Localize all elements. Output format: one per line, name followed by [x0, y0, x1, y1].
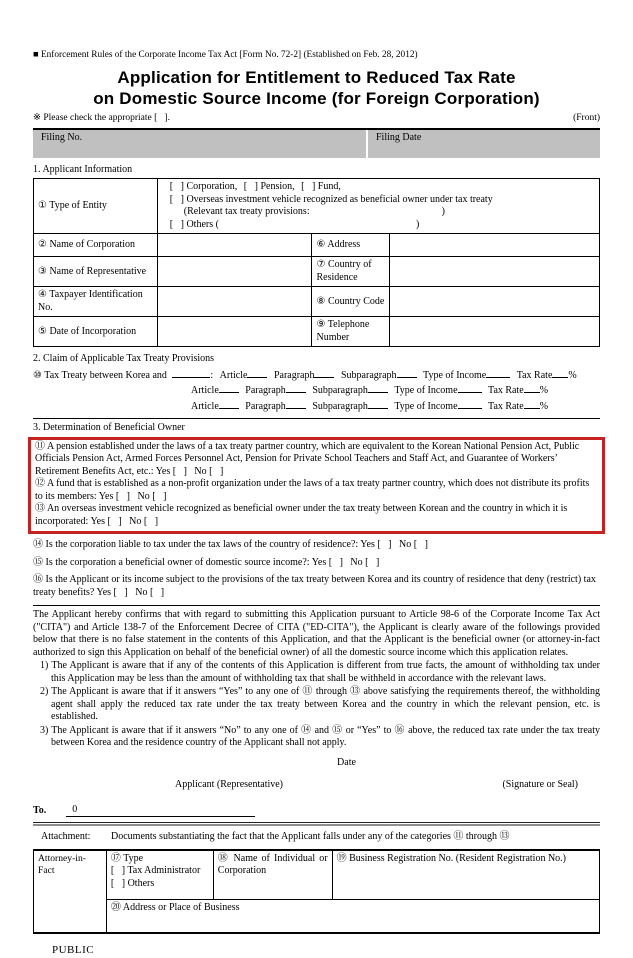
- entity-others-checkbox[interactable]: [ ] Others (: [169, 218, 219, 230]
- question-13: ⑬ An overseas investment vehicle recognized as beneficial owner under the tax treaty between Korean and the country in which it is incorporated: Yes [ ] No [ ]: [35, 503, 570, 527]
- q12-no-checkbox[interactable]: No [ ]: [137, 490, 167, 502]
- check-note: ※ Please check the appropriate [ ].: [33, 113, 170, 124]
- telephone-number-field[interactable]: [390, 317, 600, 347]
- q14-yes-checkbox[interactable]: Yes [ ]: [360, 539, 392, 551]
- article-field[interactable]: [247, 368, 267, 378]
- tax-rate-field[interactable]: [524, 383, 540, 393]
- date-label: Date: [337, 756, 356, 768]
- attachment-text: Documents substantiating the fact that the Applicant falls under any of the categories ⑪ through ⑬: [111, 831, 510, 843]
- table-row: [34, 317, 600, 347]
- country-code-label: ⑧ Country Code: [312, 287, 390, 317]
- q14-no-checkbox[interactable]: No [ ]: [399, 539, 428, 551]
- front-label: (Front): [573, 113, 600, 124]
- section3-heading: 3. Determination of Beneficial Owner: [33, 422, 185, 434]
- subparagraph-field[interactable]: [368, 399, 388, 409]
- attorney-name-cell[interactable]: [213, 850, 332, 900]
- tax-rate-field[interactable]: [552, 368, 568, 378]
- entity-corporation-checkbox[interactable]: [ ] Corporation,: [169, 181, 238, 193]
- q12-yes-checkbox[interactable]: Yes [ ]: [98, 490, 131, 502]
- question-12: ⑫ A fund that is established as a non-profit organization under the laws of a tax treaty partner country, which does not distribute its profits to its members: Yes [ ] No [ ]: [35, 478, 592, 502]
- attorney-type-cell: [106, 850, 213, 900]
- attorney-address-label: ⑳ Address or Place of Business: [110, 901, 240, 913]
- q11-no-checkbox[interactable]: No [ ]: [194, 465, 224, 477]
- attachment-label: Attachment:: [41, 831, 91, 843]
- q16-no-checkbox[interactable]: No [ ]: [135, 586, 165, 598]
- address-field[interactable]: [390, 234, 600, 257]
- paragraph-field[interactable]: [286, 383, 306, 393]
- attorney-others-checkbox[interactable]: [ ] Others: [110, 877, 155, 889]
- section2-heading: 2. Claim of Applicable Tax Treaty Provisions: [33, 353, 215, 365]
- section1-heading: 1. Applicant Information: [33, 163, 133, 175]
- attorney-type-label: ⑰ Type: [110, 852, 144, 864]
- divider: [33, 605, 600, 606]
- title-line-1: Application for Entitlement to Reduced Tax Rate: [117, 67, 516, 87]
- q13-yes-checkbox[interactable]: Yes [ ]: [90, 515, 122, 527]
- q15-no-checkbox[interactable]: No [ ]: [350, 556, 380, 568]
- treaty-intro: ⑩ Tax Treaty between Korea and: [33, 369, 167, 381]
- telephone-number-label: ⑨ Telephone Number: [312, 317, 390, 347]
- attorney-in-fact-label: Attorney-in-Fact: [34, 850, 107, 933]
- q15-yes-checkbox[interactable]: Yes [ ]: [311, 556, 343, 568]
- to-recipient-field[interactable]: 0: [66, 804, 255, 818]
- attorney-brn-cell[interactable]: [332, 850, 599, 900]
- title-line-2: on Domestic Source Income (for Foreign Corporation): [93, 88, 540, 108]
- table-row: [34, 257, 600, 287]
- to-label: To.: [33, 804, 47, 816]
- type-of-entity-label: ① Type of Entity: [34, 179, 158, 234]
- filing-bar: [33, 128, 600, 158]
- applicant-signature-label: Applicant (Representative): [175, 779, 284, 791]
- article-field[interactable]: [219, 383, 239, 393]
- table-row: [34, 850, 600, 900]
- treaty-row-1: ⑩ Tax Treaty between Korea and : Article Paragraph Subparagraph Type of Income Tax Rate %: [33, 369, 577, 381]
- highlight-red-box: [28, 437, 605, 535]
- article-field[interactable]: [219, 399, 239, 409]
- incorporation-date-label: ⑤ Date of Incorporation: [34, 317, 158, 347]
- question-14: ⑭ Is the corporation liable to tax under the tax laws of the country of residence?: Yes [ ] No [ ]: [33, 539, 428, 551]
- table-row: [34, 234, 600, 257]
- entity-fund-checkbox[interactable]: [ ] Fund,: [301, 181, 341, 193]
- q16-yes-checkbox[interactable]: Yes [ ]: [96, 586, 128, 598]
- attorney-in-fact-table: [33, 849, 600, 934]
- country-code-field[interactable]: [390, 287, 600, 317]
- q11-yes-checkbox[interactable]: Yes [ ]: [155, 465, 187, 477]
- entity-oiv-checkbox[interactable]: [ ] Overseas investment vehicle recognized as beneficial owner under tax treaty: [169, 193, 493, 205]
- type-of-income-field[interactable]: [458, 383, 482, 393]
- paragraph-field[interactable]: [286, 399, 306, 409]
- subparagraph-field[interactable]: [397, 368, 417, 378]
- type-of-income-field[interactable]: [486, 368, 510, 378]
- treaty-country-field[interactable]: [172, 368, 210, 378]
- declaration-item-2: 2) The Applicant is aware that if it answers “Yes” to any one of ⑪ through ⑬ above satisfying the requirements thereof, the withholding agent shall apply the reduced tax rate under the tax treaty between Korea and the country in which the relevant pension, etc. is established.: [40, 686, 600, 723]
- subparagraph-field[interactable]: [368, 383, 388, 393]
- divider: [33, 418, 600, 419]
- filing-date-cell: Filing Date: [376, 131, 422, 143]
- q13-no-checkbox[interactable]: No [ ]: [129, 515, 159, 527]
- country-of-residence-field[interactable]: [390, 257, 600, 287]
- attorney-brn-label: ⑲ Business Registration No. (Resident Registration No.): [336, 852, 567, 864]
- country-of-residence-label: ⑦ Country of Residence: [312, 257, 390, 287]
- entity-pension-checkbox[interactable]: [ ] Pension,: [243, 181, 295, 193]
- treaty-row-2: Article Paragraph Subparagraph Type of Income Tax Rate %: [191, 385, 549, 397]
- declaration-paragraph: The Applicant hereby confirms that with regard to submitting this Application pursuant to Article 98-6 of the Corporate Income Tax Act ("CITA") and Article 138-7 of the Enforcement Decree of CITA ("ED-CITA"), the Applicant is clearly aware of the followings provided below that there is no false statement in the contents of this Application, and that the Applicant is the beneficial owner (or attorney-in-fact authorized to sign this Application on behalf of the beneficial owner) of all the domestic source income which this application relates.: [33, 609, 600, 658]
- attorney-address-cell[interactable]: [106, 899, 599, 933]
- question-11: ⑪ A pension established under the laws of a tax treaty partner country, which are equivalent to the Korean National Pension Act, Public Officials Pension Act, Armed Forces Personnel Act, Pension for Private School Teachers and Staff Act, and Guarantee of Workers’ Retirement Benefits Act, etc.: Yes [ ] No [ ]: [35, 440, 582, 477]
- representative-name-label: ③ Name of Representative: [34, 257, 158, 287]
- table-row: [34, 287, 600, 317]
- classification-label: PUBLIC: [52, 943, 95, 956]
- taxpayer-id-label: ④ Taxpayer Identification No.: [34, 287, 158, 317]
- tax-administrator-checkbox[interactable]: [ ] Tax Administrator: [110, 865, 201, 877]
- declaration-item-1: 1) The Applicant is aware that if any of the contents of this Application is different from true facts, the amount of withholding tax under this Application may be less than the amount of withholding tax that shall be withheld in accordance with the relevant laws.: [40, 660, 600, 684]
- declaration-item-3: 3) The Applicant is aware that if it answers “No” to any one of ⑭ and ⑮ or “Yes” to ⑯ above, the reduced tax rate under the tax treaty between Korea and the residence country of the Applicant shall not apply.: [40, 724, 600, 749]
- question-16: ⑯ Is the Applicant or its income subject to the provisions of the tax treaty between Korea and its country of residence that deny (restrict) tax treaty benefits? Yes [ ] No [ ]: [33, 574, 599, 598]
- form-reference: ■ Enforcement Rules of the Corporate Income Tax Act [Form No. 72-2] (Established on Feb. 28, 2012): [33, 50, 418, 60]
- attorney-name-label: ⑱ Name of Individual or Corporation: [217, 852, 328, 877]
- question-15: ⑮ Is the corporation a beneficial owner of domestic source income?: Yes [ ] No [ ]: [33, 556, 380, 568]
- corporation-name-field[interactable]: [157, 234, 312, 257]
- attachment-row: [33, 831, 600, 844]
- table-row: [34, 899, 600, 933]
- page-title: [33, 67, 600, 110]
- type-of-income-field[interactable]: [458, 399, 482, 409]
- double-divider: [33, 822, 600, 826]
- applicant-info-table: [33, 178, 600, 347]
- incorporation-date-field[interactable]: [157, 317, 312, 347]
- filing-no-cell: Filing No.: [33, 130, 368, 158]
- treaty-row-3: Article Paragraph Subparagraph Type of Income Tax Rate %: [191, 400, 549, 412]
- treaty-provisions-label: (Relevant tax treaty provisions:: [183, 206, 310, 218]
- representative-name-field[interactable]: [157, 257, 312, 287]
- taxpayer-id-field[interactable]: [157, 287, 312, 317]
- paragraph-field[interactable]: [314, 368, 334, 378]
- signature-or-seal-label: (Signature or Seal): [502, 779, 578, 791]
- table-row: [34, 179, 600, 234]
- address-label: ⑥ Address: [312, 234, 390, 257]
- tax-rate-field[interactable]: [524, 399, 540, 409]
- type-of-entity-cell: [ ] Corporation, [ ] Pension, [ ] Fund, [ ] Overseas investment vehicle recognized as beneficial owner under tax treaty (Relevant tax treaty provisions: ) [ ] Others ( ): [157, 179, 599, 234]
- corporation-name-label: ② Name of Corporation: [34, 234, 158, 257]
